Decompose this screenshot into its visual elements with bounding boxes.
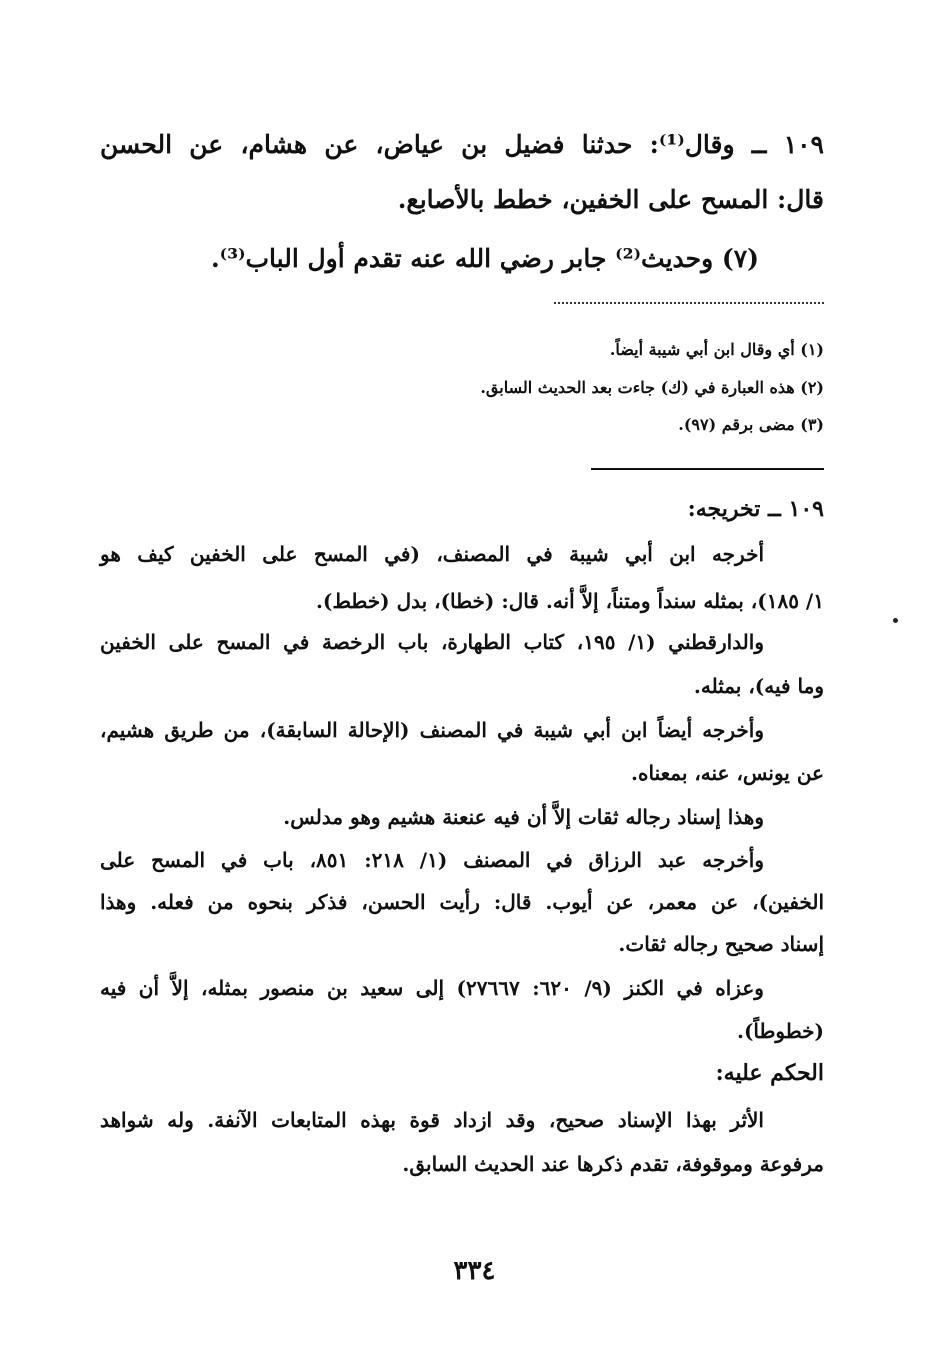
ruling-line-2: مرفوعة وموقوفة، تقدم ذكرها عند الحديث السابق. <box>402 1152 824 1176</box>
takhrij-line-2: ١/ ١٨٥)، بمثله سنداً ومتناً، إلاَّ أنه. قال: (خطا)، بدل (خطط). <box>315 589 824 613</box>
takhrij-line-6: عن يونس، عنه، بمعناه. <box>631 761 824 785</box>
takhrij-line-10: إسناد صحيح رجاله ثقات. <box>618 932 824 956</box>
takhrij-line-9: الخفين)، عن معمر، عن أيوب. قال: رأيت الحسن، فذكر بنحوه من فعله. وهذا <box>100 890 824 914</box>
footnote-1: (١) أي وقال ابن أبي شيبة أيضاً. <box>609 340 824 359</box>
takhrij-line-4: وما فيه)، بمثله. <box>693 674 824 698</box>
footnote-3: (٣) مضى برقم (٩٧). <box>678 415 824 434</box>
takhrij-line-12: (خطوطاً). <box>736 1019 824 1043</box>
main-text-line-1: ١٠٩ ــ وقال⁽¹⁾: حدثنا فضيل بن عياض، عن هشام، عن الحسن <box>100 130 824 159</box>
takhrij-line-5: وأخرجه أيضاً ابن أبي شيبة في المصنف (الإحالة السابقة)، من طريق هشيم، <box>100 718 764 742</box>
ruling-line-1: الأثر بهذا الإسناد صحيح، وقد ازداد قوة بهذه المتابعات الآنفة. وله شواهد <box>100 1108 764 1132</box>
main-text-line-3: (٧) وحديث⁽²⁾ جابر رضي الله عنه تقدم أول الباب⁽³⁾. <box>210 244 759 273</box>
takhrij-line-1: أخرجه ابن أبي شيبة في المصنف، (في المسح على الخفين كيف هو <box>100 542 764 566</box>
margin-dot <box>893 618 898 623</box>
takhrij-heading: ١٠٩ ــ تخريجه: <box>687 496 824 522</box>
section-divider <box>591 468 824 470</box>
main-text-line-2: قال: المسح على الخفين، خطط بالأصابع. <box>397 185 824 214</box>
footnote-separator-dots <box>554 302 824 324</box>
takhrij-line-3: والدارقطني (١/ ١٩٥، كتاب الطهارة، باب الرخصة في المسح على الخفين <box>100 630 764 654</box>
page-number: ٣٣٤ <box>453 1256 496 1286</box>
takhrij-line-8: وأخرجه عبد الرزاق في المصنف (١/ ٢١٨: ٨٥١، باب في المسح على <box>100 848 764 872</box>
footnote-2: (٢) هذه العبارة في (ك) جاءت بعد الحديث السابق. <box>480 378 824 397</box>
takhrij-line-7: وهذا إسناد رجاله ثقات إلاَّ أن فيه عنعنة هشيم وهو مدلس. <box>283 805 764 829</box>
ruling-heading: الحكم عليه: <box>715 1060 824 1086</box>
takhrij-line-11: وعزاه في الكنز (٩/ ٦٢٠: ٢٧٦٦٧) إلى سعيد بن منصور بمثله، إلاَّ أن فيه <box>100 976 764 1000</box>
